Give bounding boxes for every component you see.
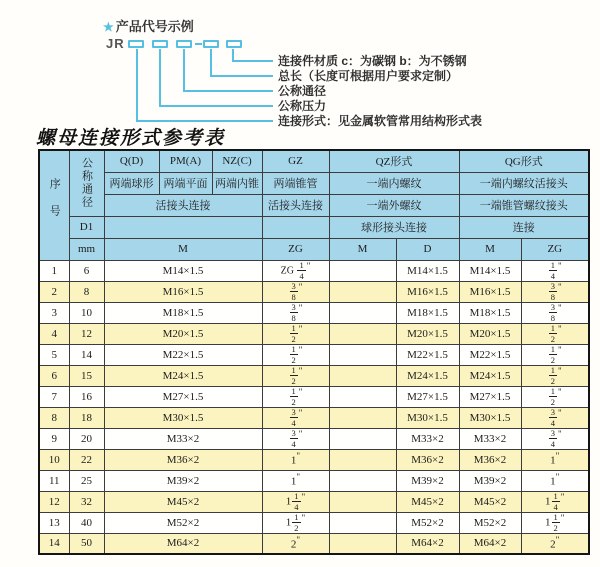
row-qz-d: M20×1.5 — [396, 323, 459, 344]
connector-line-vertical — [159, 49, 161, 107]
row-seq-no: 11 — [39, 470, 69, 491]
row-m-thread: M33×2 — [104, 428, 262, 449]
table-header — [39, 150, 589, 260]
table-row — [39, 449, 589, 470]
row-qg-m: M20×1.5 — [459, 323, 521, 344]
row-m-thread: M14×1.5 — [104, 260, 262, 281]
code-dash — [195, 43, 202, 45]
row-qz-d: M27×1.5 — [396, 386, 459, 407]
row-qg-zg: 1 $\frac{1}{2}$ " — [521, 512, 589, 533]
connector-line-horizontal — [159, 105, 273, 107]
diagram-label-material: 连接件材质 c：为碳钢 b：为不锈钢 — [278, 54, 467, 68]
table-row — [39, 512, 589, 533]
header-d1: D1 — [69, 216, 104, 238]
table-body — [39, 260, 589, 554]
header-m-span: M — [104, 238, 262, 260]
header-qg-desc2: 一端锥管螺纹接头 — [459, 194, 589, 216]
code-box-5 — [226, 40, 242, 48]
row-diameter: 40 — [69, 512, 104, 533]
table-row — [39, 260, 589, 281]
header-qz-connection: 球形接头连接 — [329, 216, 459, 238]
row-qz-d: M39×2 — [396, 470, 459, 491]
row-m-thread: M20×1.5 — [104, 323, 262, 344]
row-seq-no: 3 — [39, 302, 69, 323]
row-diameter: 32 — [69, 491, 104, 512]
header-seq-no: 序号 — [39, 150, 69, 260]
row-qz-d: M30×1.5 — [396, 407, 459, 428]
header-qz-d: D — [396, 238, 459, 260]
row-qg-m: M24×1.5 — [459, 365, 521, 386]
table-row — [39, 365, 589, 386]
row-gz-thread: 2" — [262, 533, 329, 554]
code-box-2 — [152, 40, 168, 48]
row-gz-thread: 1" — [262, 449, 329, 470]
row-diameter: 16 — [69, 386, 104, 407]
table-row — [39, 491, 589, 512]
row-seq-no: 6 — [39, 365, 69, 386]
reference-table — [38, 149, 590, 555]
row-gz-thread: 1 $\frac{1}{2}$ " — [262, 512, 329, 533]
header-col-qz: QZ形式 — [329, 150, 459, 172]
table-row — [39, 344, 589, 365]
row-gz-thread: $\frac{3}{8}$ " — [262, 302, 329, 323]
header-nominal-diameter: 公称通径 — [69, 150, 104, 216]
row-m-thread: M16×1.5 — [104, 281, 262, 302]
row-qg-zg: $\frac{3}{4}$ " — [521, 407, 589, 428]
row-diameter: 15 — [69, 365, 104, 386]
header-qg-m: M — [459, 238, 521, 260]
header-qz-m: M — [329, 238, 396, 260]
row-seq-no: 12 — [39, 491, 69, 512]
row-diameter: 12 — [69, 323, 104, 344]
diagram-title — [103, 16, 194, 35]
diagram-label-connection: 连接形式：见金属软管常用结构形式表 — [278, 114, 483, 128]
row-qg-zg: $\frac{3}{8}$ " — [521, 302, 589, 323]
table-row — [39, 323, 589, 344]
row-diameter: 20 — [69, 428, 104, 449]
row-m-thread: M22×1.5 — [104, 344, 262, 365]
row-seq-no: 4 — [39, 323, 69, 344]
row-qz-d: M14×1.5 — [396, 260, 459, 281]
row-qz-m — [329, 428, 396, 449]
row-qg-zg: 1" — [521, 470, 589, 491]
table-row — [39, 386, 589, 407]
row-qg-m: M16×1.5 — [459, 281, 521, 302]
row-diameter: 14 — [69, 344, 104, 365]
row-m-thread: M36×2 — [104, 449, 262, 470]
row-gz-thread: $\frac{1}{2}$ " — [262, 323, 329, 344]
row-seq-no: 5 — [39, 344, 69, 365]
row-qg-m: M18×1.5 — [459, 302, 521, 323]
reference-table-wrapper — [38, 149, 590, 555]
row-qz-d: M36×2 — [396, 449, 459, 470]
row-seq-no: 9 — [39, 428, 69, 449]
star-icon: ★ — [103, 20, 114, 34]
row-qg-m: M27×1.5 — [459, 386, 521, 407]
row-qz-d: M18×1.5 — [396, 302, 459, 323]
row-m-thread: M27×1.5 — [104, 386, 262, 407]
row-gz-thread: $\frac{1}{2}$ " — [262, 365, 329, 386]
row-qz-d: M24×1.5 — [396, 365, 459, 386]
row-gz-thread: $\frac{1}{2}$ " — [262, 386, 329, 407]
row-gz-thread: 1" — [262, 470, 329, 491]
table-row — [39, 470, 589, 491]
row-qz-d: M33×2 — [396, 428, 459, 449]
connector-line-vertical — [210, 49, 212, 77]
row-qz-d: M22×1.5 — [396, 344, 459, 365]
header-col-gz: GZ — [262, 150, 329, 172]
row-qz-m — [329, 344, 396, 365]
row-diameter: 22 — [69, 449, 104, 470]
connector-line-horizontal — [232, 60, 273, 62]
row-qg-m: M36×2 — [459, 449, 521, 470]
row-qz-m — [329, 260, 396, 281]
row-qz-d: M52×2 — [396, 512, 459, 533]
header-col-pm: PM(A) — [159, 150, 212, 172]
table-row — [39, 428, 589, 449]
connector-line-vertical — [136, 49, 138, 122]
row-qg-zg: $\frac{1}{2}$ " — [521, 386, 589, 407]
product-code-prefix: JR — [106, 36, 125, 51]
row-diameter: 25 — [69, 470, 104, 491]
row-diameter: 10 — [69, 302, 104, 323]
row-qg-zg: $\frac{3}{4}$ " — [521, 428, 589, 449]
row-qz-m — [329, 449, 396, 470]
row-m-thread: M39×2 — [104, 470, 262, 491]
row-qg-m: M39×2 — [459, 470, 521, 491]
row-gz-thread: $\frac{3}{4}$ " — [262, 428, 329, 449]
row-seq-no: 1 — [39, 260, 69, 281]
row-diameter: 6 — [69, 260, 104, 281]
table-row — [39, 407, 589, 428]
diagram-title-text: 产品代号示例 — [115, 19, 194, 34]
header-col-qg: QG形式 — [459, 150, 589, 172]
row-m-thread: M18×1.5 — [104, 302, 262, 323]
row-qz-m — [329, 323, 396, 344]
row-qg-m: M33×2 — [459, 428, 521, 449]
row-qg-m: M64×2 — [459, 533, 521, 554]
diagram-label-pressure: 公称压力 — [278, 99, 327, 113]
row-qg-m: M22×1.5 — [459, 344, 521, 365]
row-m-thread: M52×2 — [104, 512, 262, 533]
row-gz-thread: $\frac{3}{8}$ " — [262, 281, 329, 302]
row-qz-d: M64×2 — [396, 533, 459, 554]
row-m-thread: M45×2 — [104, 491, 262, 512]
connector-line-vertical — [183, 49, 185, 92]
row-qz-m — [329, 407, 396, 428]
row-diameter: 18 — [69, 407, 104, 428]
row-diameter: 8 — [69, 281, 104, 302]
row-qz-d: M45×2 — [396, 491, 459, 512]
row-qg-zg: $\frac{1}{4}$ " — [521, 260, 589, 281]
table-title: 螺母连接形式参考表 — [36, 127, 226, 149]
row-seq-no: 14 — [39, 533, 69, 554]
row-qz-m — [329, 533, 396, 554]
header-gz-connection: 活接头连接 — [262, 194, 329, 216]
row-qz-m — [329, 470, 396, 491]
row-qz-m — [329, 302, 396, 323]
code-box-1 — [128, 40, 144, 48]
table-row — [39, 533, 589, 554]
diagram-label-diameter: 公称通径 — [278, 84, 327, 98]
header-pm-desc: 两端平面 — [159, 172, 212, 194]
connector-line-horizontal — [210, 75, 273, 77]
row-seq-no: 10 — [39, 449, 69, 470]
table-row — [39, 302, 589, 323]
row-qg-zg: 1" — [521, 449, 589, 470]
row-qg-m: M14×1.5 — [459, 260, 521, 281]
row-seq-no: 8 — [39, 407, 69, 428]
row-m-thread: M64×2 — [104, 533, 262, 554]
row-qz-m — [329, 365, 396, 386]
row-gz-thread: 1 $\frac{1}{4}$ " — [262, 491, 329, 512]
row-m-thread: M24×1.5 — [104, 365, 262, 386]
row-m-thread: M30×1.5 — [104, 407, 262, 428]
header-qz-desc2: 一端外螺纹 — [329, 194, 459, 216]
header-q-desc: 两端球形 — [104, 172, 159, 194]
row-qg-zg: $\frac{3}{8}$ " — [521, 281, 589, 302]
connector-line-horizontal — [183, 90, 273, 92]
header-zg-span: ZG — [262, 238, 329, 260]
row-diameter: 50 — [69, 533, 104, 554]
header-qg-connection: 连接 — [459, 216, 589, 238]
header-nz-desc: 两端内锥 — [212, 172, 262, 194]
row-qg-m: M30×1.5 — [459, 407, 521, 428]
header-qz-desc1: 一端内螺纹 — [329, 172, 459, 194]
row-seq-no: 7 — [39, 386, 69, 407]
code-box-4 — [203, 40, 219, 48]
diagram-label-length: 总长（长度可根据用户要求定制） — [278, 69, 459, 83]
connector-line-horizontal — [136, 120, 273, 122]
header-gz-desc: 两端锥管 — [262, 172, 329, 194]
header-mm: mm — [69, 238, 104, 260]
row-qg-m: M45×2 — [459, 491, 521, 512]
row-gz-thread: ZG $\frac{1}{4}$ " — [262, 260, 329, 281]
row-seq-no: 13 — [39, 512, 69, 533]
header-col-nz: NZ(C) — [212, 150, 262, 172]
row-qg-zg: $\frac{1}{2}$ " — [521, 323, 589, 344]
row-qz-m — [329, 281, 396, 302]
header-qg-zg: ZG — [521, 238, 589, 260]
row-seq-no: 2 — [39, 281, 69, 302]
code-box-3 — [176, 40, 192, 48]
header-col-q: Q(D) — [104, 150, 159, 172]
row-qz-m — [329, 491, 396, 512]
row-qz-d: M16×1.5 — [396, 281, 459, 302]
header-qg-desc1: 一端内螺纹活接头 — [459, 172, 589, 194]
header-union-connection: 活接头连接 — [104, 194, 262, 216]
row-qg-zg: $\frac{1}{2}$ " — [521, 365, 589, 386]
row-gz-thread: $\frac{1}{2}$ " — [262, 344, 329, 365]
row-qg-zg: 1 $\frac{1}{4}$ " — [521, 491, 589, 512]
row-qg-m: M52×2 — [459, 512, 521, 533]
row-qg-zg: $\frac{1}{2}$ " — [521, 344, 589, 365]
row-gz-thread: $\frac{3}{4}$ " — [262, 407, 329, 428]
table-row — [39, 281, 589, 302]
row-qz-m — [329, 512, 396, 533]
header-empty-cell — [104, 216, 262, 238]
row-qg-zg: 2" — [521, 533, 589, 554]
header-empty-cell — [262, 216, 329, 238]
row-qz-m — [329, 386, 396, 407]
